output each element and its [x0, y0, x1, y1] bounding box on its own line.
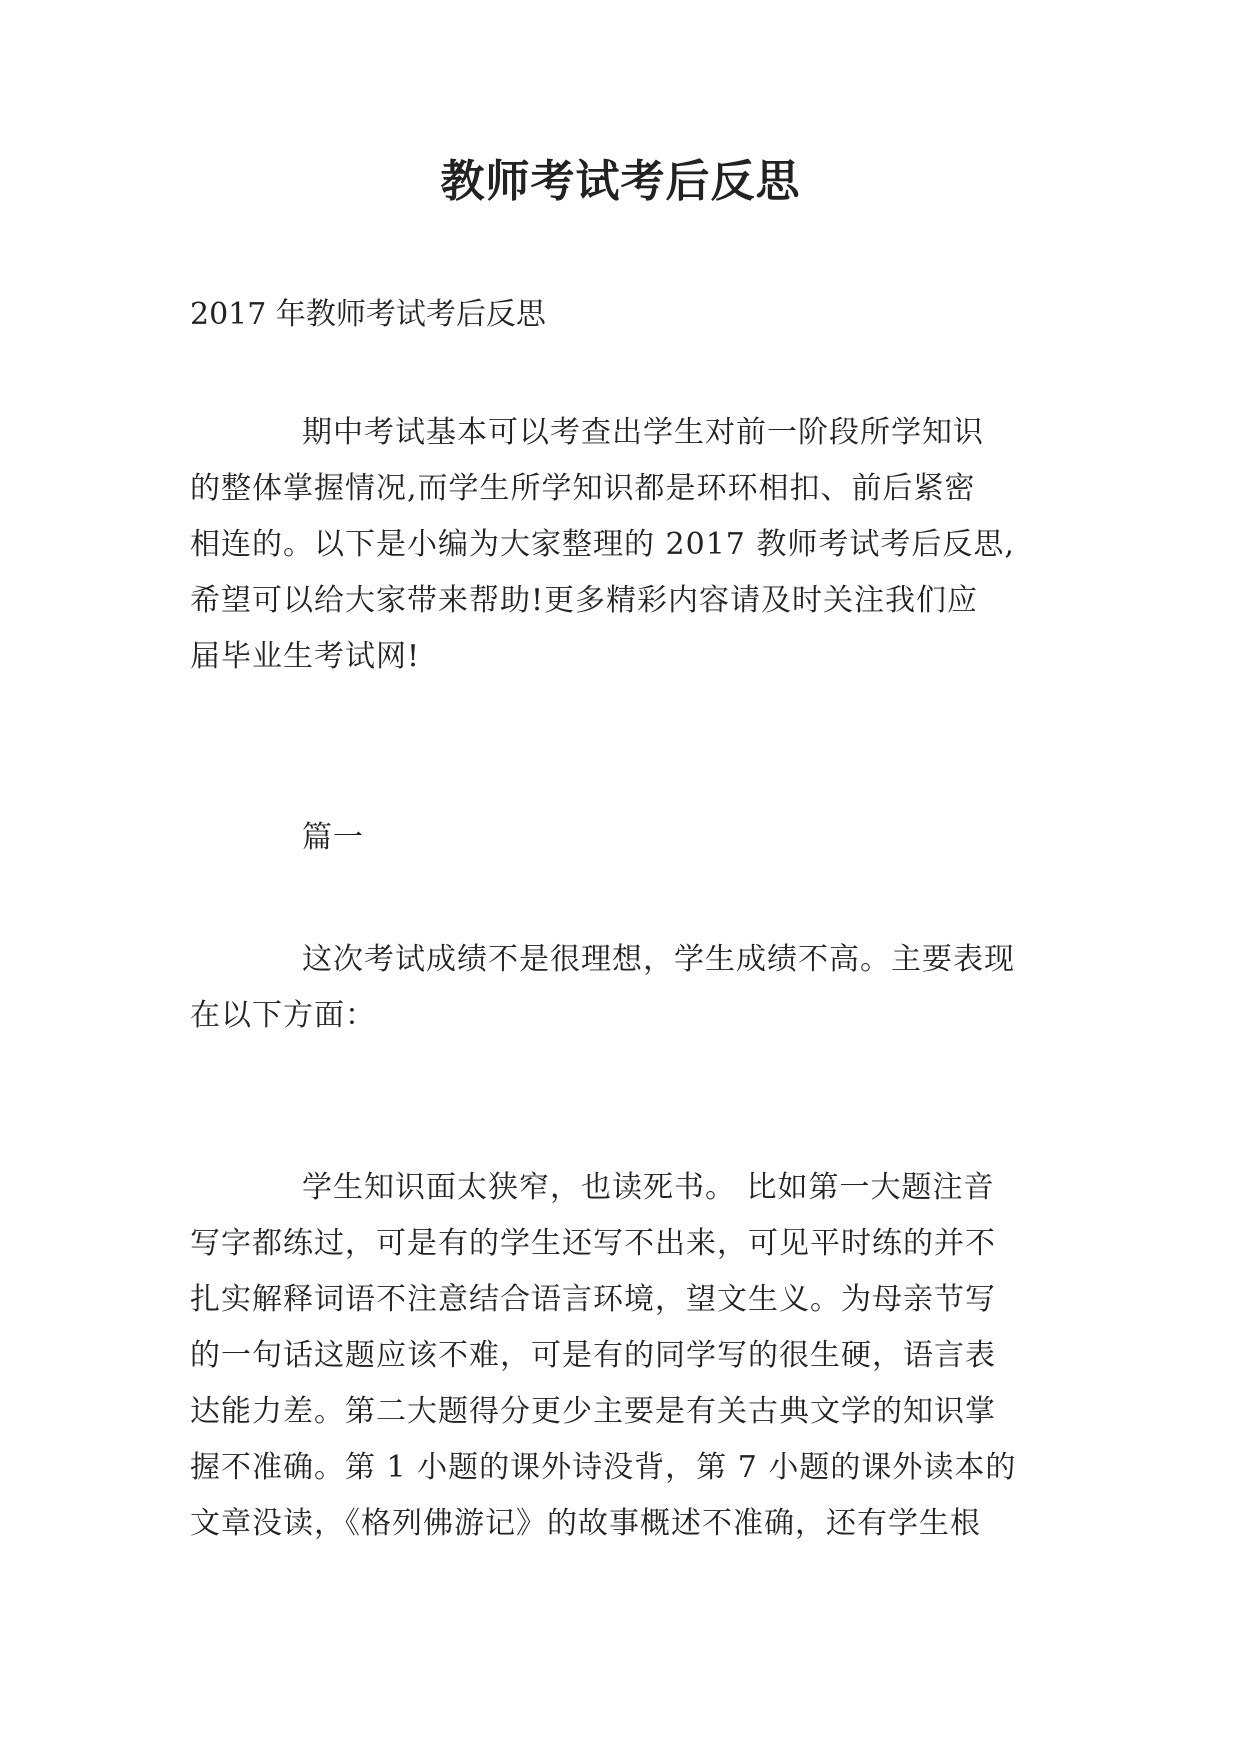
paragraph-line: 写字都练过，可是有的学生还写不出来，可见平时练的并不 [190, 1226, 996, 1261]
intro-line: 相连的。以下是小编为大家整理的 2017 教师考试考后反思, [190, 527, 1015, 562]
paragraph-one [190, 932, 1050, 1044]
paragraph-two [190, 1160, 1050, 1552]
paragraph-line: 达能力差。第二大题得分更少主要是有关古典文学的知识掌 [190, 1394, 996, 1429]
paragraph-line: 学生知识面太狭窄，也读死书。 比如第一大题注音 [302, 1170, 995, 1205]
paragraph-line: 在以下方面： [190, 998, 376, 1033]
section-heading: 篇一 [302, 820, 364, 855]
intro-line: 期中考试基本可以考查出学生对前一阶段所学知识 [302, 415, 984, 450]
intro-line: 的整体掌握情况,而学生所学知识都是环环相扣、前后紧密 [190, 471, 976, 506]
intro-line: 届毕业生考试网! [190, 639, 421, 674]
paragraph-line: 扎实解释词语不注意结合语言环境，望文生义。为母亲节写 [190, 1282, 996, 1317]
document-title: 教师考试考后反思 [440, 156, 801, 207]
section-heading-block [190, 810, 1050, 866]
paragraph-line: 握不准确。第 1 小题的课外诗没背，第 7 小题的课外读本的 [190, 1450, 1017, 1485]
intro-line: 希望可以给大家带来帮助!更多精彩内容请及时关注我们应 [190, 583, 979, 618]
paragraph-line: 文章没读，《格列佛游记》的故事概述不准确，还有学生根 [190, 1506, 981, 1541]
document-subtitle: 2017 年教师考试考后反思 [190, 297, 546, 332]
paragraph-line: 这次考试成绩不是很理想，学生成绩不高。主要表现 [302, 942, 1015, 977]
paragraph-line: 的一句话这题应该不难，可是有的同学写的很生硬，语言表 [190, 1338, 996, 1373]
intro-paragraph [190, 405, 1050, 685]
